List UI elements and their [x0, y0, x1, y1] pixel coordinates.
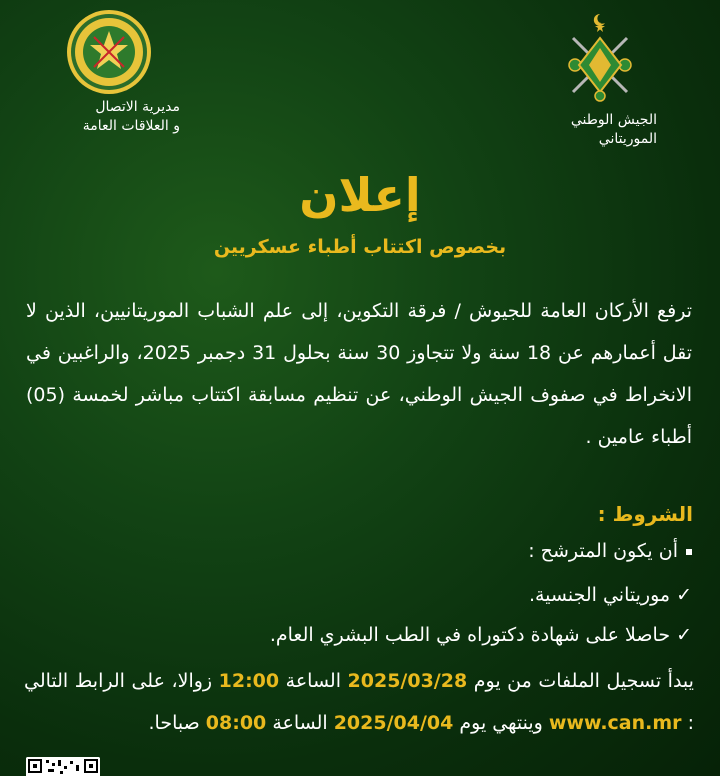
- announcement-body: ترفع الأركان العامة للجيوش / فرقة التكوين، إلى علم الشباب الموريتانيين، الذين لا تقل أعمارهم عن 18 سنة ولا تتجاوز 30 سنة بحلول 31 دجمبر 2025، والراغبين في الانخراط في صفوف الجيش الوطني، عن تنظيم مسابقة اكتتاب مباشر لخمسة (05) أطباء عامين .: [26, 300, 693, 448]
- condition-item: ✓حاصلا على شهادة دكتوراه في الطب البشري العام.: [269, 624, 692, 646]
- end-date: 2025/04/04: [333, 712, 454, 734]
- end-time: 08:00: [205, 712, 267, 734]
- communication-directorate-emblem-icon: [66, 9, 152, 95]
- start-time: 12:00: [218, 670, 280, 692]
- national-army-emblem-icon: [565, 10, 635, 105]
- checkmark-icon: ✓: [676, 584, 692, 606]
- qr-code-icon: [26, 757, 100, 776]
- conditions-heading: الشروط :: [597, 502, 693, 526]
- start-date: 2025/03/28: [347, 670, 468, 692]
- directorate-name: مديرية الاتصال و العلاقات العامة: [82, 99, 180, 134]
- condition-item: ✓موريتاني الجنسية.: [528, 584, 692, 606]
- bullet-icon: [686, 549, 692, 555]
- army-name: الجيش الوطني الموريتاني: [570, 112, 657, 147]
- registration-notice: يبدأ تسجيل الملفات من يوم 2025/03/28 الساعة 12:00 زوالا، على الرابط التالي : www.can.mr وينتهي يوم 2025/04/04 الساعة 08:00 صباحا.: [24, 670, 694, 734]
- announcement-title: إعلان: [299, 168, 421, 222]
- checkmark-icon: ✓: [676, 624, 692, 646]
- condition-lead: أن يكون المترشح :: [528, 540, 692, 562]
- registration-link[interactable]: www.can.mr: [548, 712, 682, 734]
- announcement-subtitle: بخصوص اكتتاب أطباء عسكريين: [213, 236, 507, 258]
